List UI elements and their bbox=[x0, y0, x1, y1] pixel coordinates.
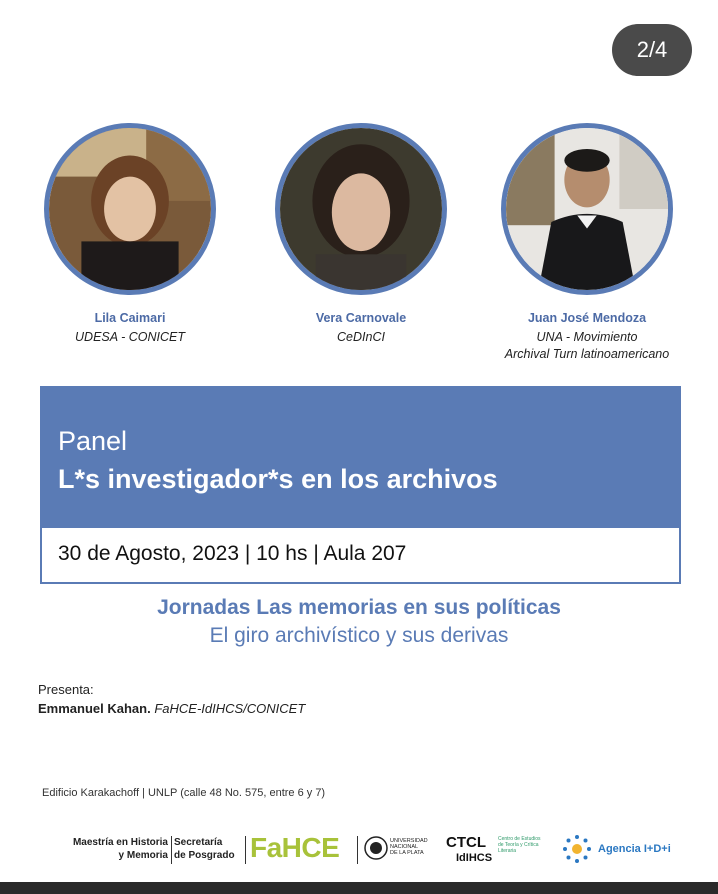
logo-maestria-line2: y Memoria bbox=[118, 850, 168, 861]
logo-ctcl: CTCL bbox=[446, 834, 486, 851]
speaker-card bbox=[251, 123, 471, 346]
logo-ctcl-sub-line3: Literaria bbox=[498, 848, 517, 854]
logo-secretaria-line1: Secretaría bbox=[174, 837, 223, 848]
page-counter: 2/4 bbox=[612, 24, 692, 76]
event-subtitle bbox=[0, 596, 718, 648]
logo-ctcl-sub-line1: Centro de Estudios bbox=[498, 836, 541, 842]
presenter-block bbox=[38, 682, 305, 716]
bottom-bar bbox=[0, 882, 718, 894]
logo-strip bbox=[0, 826, 718, 876]
venue-address: Edificio Karakachoff | UNLP (calle 48 No. 575, entre 6 y 7) bbox=[42, 787, 326, 799]
logo-maestria bbox=[62, 836, 168, 862]
panel-date-line: 30 de Agosto, 2023 | 10 hs | Aula 207 bbox=[58, 542, 407, 565]
logo-maestria-line1: Maestría en Historia bbox=[72, 837, 168, 848]
logo-agencia: Agencia I+D+i bbox=[598, 843, 671, 855]
speaker-affiliation: UDESA - CONICET bbox=[75, 330, 185, 344]
speaker-affiliation-line2: Archival Turn latinoamericano bbox=[504, 347, 670, 361]
speaker-affiliation: CeDInCI bbox=[337, 330, 385, 344]
speaker-affiliation: UNA - Movimiento bbox=[536, 330, 638, 344]
agencia-sun-icon bbox=[562, 834, 592, 864]
panel-label: Panel bbox=[58, 426, 128, 456]
divider bbox=[245, 836, 246, 864]
logo-ctcl-subtitle bbox=[498, 836, 546, 854]
panel-header bbox=[42, 388, 679, 528]
panel-box bbox=[40, 386, 681, 584]
logo-secretaria bbox=[174, 836, 235, 862]
logo-ctcl-sub-line2: de Teoría y Crítica bbox=[498, 842, 539, 848]
speaker-photo bbox=[501, 123, 673, 295]
speaker-name: Juan José Mendoza bbox=[527, 311, 647, 325]
logo-unlp-line1: UNIVERSIDAD bbox=[390, 838, 428, 844]
logo-idihcs: IdIHCS bbox=[456, 852, 493, 864]
unlp-seal-icon bbox=[364, 836, 388, 860]
logo-fahce: FaHCE bbox=[250, 832, 340, 863]
divider bbox=[171, 836, 172, 864]
logo-unlp-line3: DE LA PLATA bbox=[390, 850, 424, 856]
speaker-card bbox=[20, 123, 240, 346]
event-subtitle-line2: El giro archivístico y sus derivas bbox=[209, 624, 509, 647]
speaker-name: Vera Carnovale bbox=[315, 311, 407, 325]
logo-unlp bbox=[390, 838, 430, 856]
speaker-card bbox=[477, 123, 697, 363]
presenter-affiliation: FaHCE-IdIHCS/CONICET bbox=[154, 701, 306, 716]
panel-title: L*s investigador*s en los archivos bbox=[58, 464, 498, 494]
logo-unlp-line2: NACIONAL bbox=[390, 844, 419, 850]
divider bbox=[357, 836, 358, 864]
logo-secretaria-line2: de Posgrado bbox=[174, 850, 235, 861]
presenter-name: Emmanuel Kahan. bbox=[38, 701, 151, 716]
presenter-label: Presenta: bbox=[38, 682, 94, 697]
speaker-photo bbox=[275, 123, 447, 295]
speaker-name: Lila Caimari bbox=[94, 311, 166, 325]
speaker-photo bbox=[44, 123, 216, 295]
event-subtitle-line1: Jornadas Las memorias en sus políticas bbox=[157, 596, 561, 619]
